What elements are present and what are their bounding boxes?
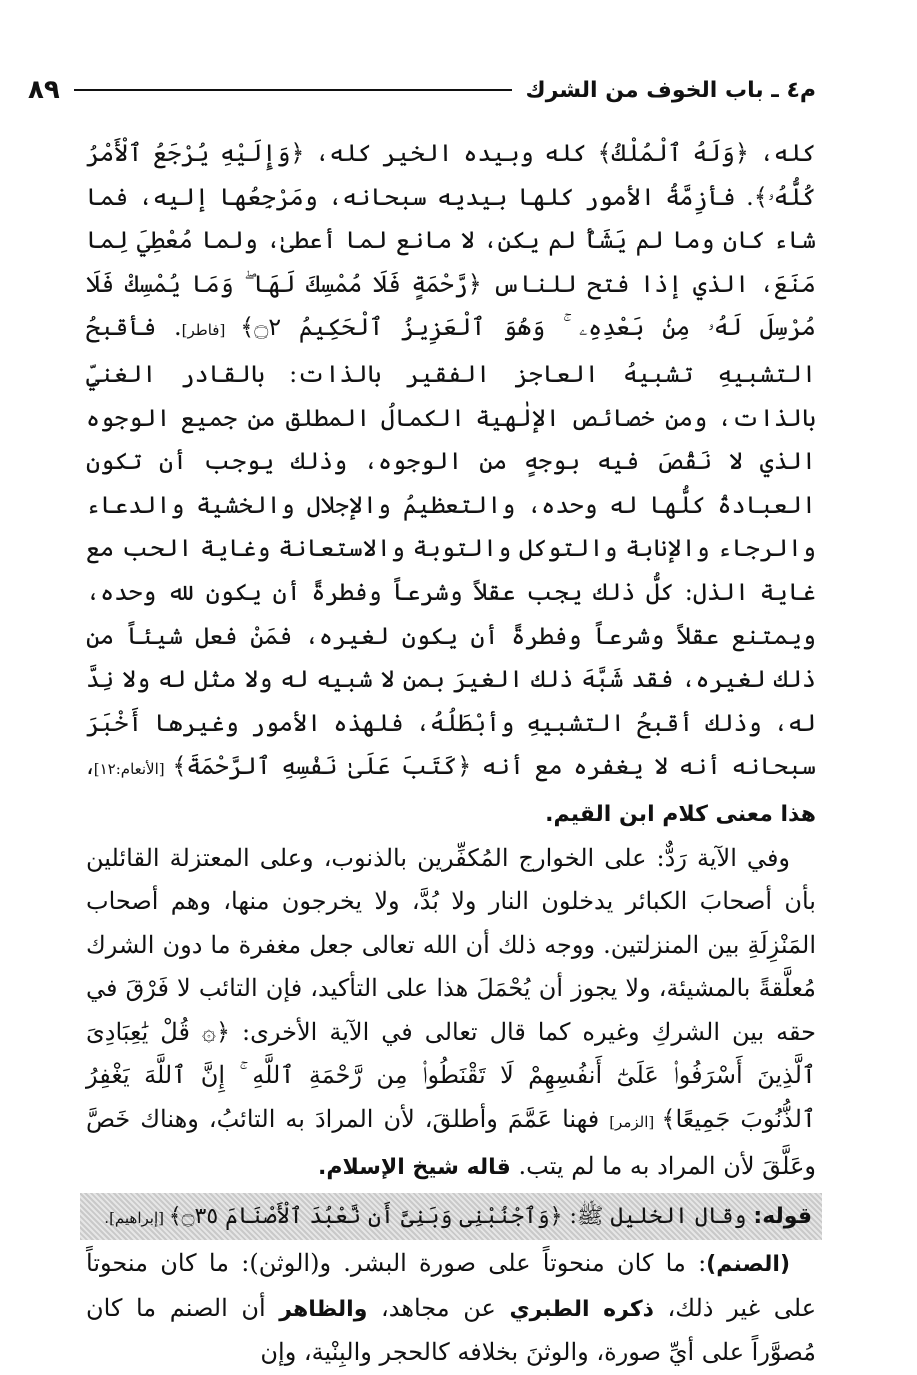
text: أن الصنم ما كان مُصوَّراً على أيِّ صورة، والوثنَ بخلافه كالحجر والبِنْية، وإن [86, 1293, 816, 1367]
quote-label: قوله: [753, 1204, 812, 1230]
paragraph-2 [86, 837, 816, 1190]
header-rule [74, 89, 512, 91]
quran-verse: ﴿كَتَبَ عَلَىٰ نَفْسِهِ ٱلرَّحْمَةَ﴾ [172, 752, 472, 781]
verse-reference: [الزمر] [609, 1113, 662, 1132]
text: كله وبيده الخير كله، [304, 139, 598, 167]
text: : ما كان منحوتاً على صورة البشر. و(الوثن): ما كان منحوتاً على غير ذلك، [86, 1249, 817, 1322]
attribution: قاله شيخ الإسلام. [318, 1154, 511, 1180]
quran-verse: ﴿رَّحْمَةٍ فَلَا مُمْسِكَ لَهَا ۖ وَمَا يُمْسِكْ فَلَا مُرْسِلَ لَهُۥ مِنۢ بَعْدِهِۦ ۚ وَهُوَ ٱلْعَزِيزُ ٱلْحَكِيمُ ۝٢﴾ [86, 269, 816, 342]
text: عن مجاهد، [367, 1293, 510, 1322]
text: وفي الآية رَدٌّ: على الخوارج المُكفِّرين بالذنوب، وعلى المعتزلة القائلين بأن أصحابَ الكبائر يدخلون النار ولا بُدَّ، ولا يخرجون منها، وهم أصحاب المَنْزِلَةِ بين المنزلتين. ووجه ذلك أن الله تعالى جعل مغفرة ما دون الشرك مُعلَّقةً بالمشيئة، ولا يجوز أن يُحْمَلَ هذا على التأكيد، فإن التائب لا فَرْقَ في حقه بين الشركِ وغيره كما قال تعالى في الآية الأخرى: [86, 843, 816, 1046]
quote-text: وقال الخليل ﷺ: [562, 1204, 754, 1230]
source: ذكره الطبري [509, 1296, 654, 1322]
page-number: ٨٩ [28, 75, 60, 105]
quran-verse: ﴿وَٱجْنُبْنِى وَبَنِىَّ أَن نَّعْبُدَ ٱلْأَصْنَامَ ۝٣٥﴾ [168, 1204, 563, 1230]
quran-verse: ﴿وَإِلَيْهِ يُرْجَعُ ٱلْأَمْرُ كُلُّهُۥ﴾ [86, 139, 816, 211]
page-header [28, 70, 816, 110]
paragraph-3 [86, 1242, 816, 1375]
text: كله، [748, 139, 816, 167]
text: ، [86, 752, 94, 781]
text: . فأقبحُ التشبيهِ تشبيهُ العاجز الفقير بالذات: بالقادر الغنيِّ بالذات، ومن خصائص الإلٰهية الكمالُ المطلق من جميع الوجوه الذي لا نَقْصَ فيه بوجهٍ من الوجوه، وذلك يوجب أن تكون العبادةُ كلُّها له وحده، والتعظيمُ والإجلال والخشية والدعاء والرجاء والإنابة والتوكل والتوبة والاستعانة وغاية الحب مع غاية الذل: كلُّ ذلك يجب عقلاً وشرعاً وفطرةً أن يكون لله وحده، ويمتنع عقلاً وشرعاً وفطرةً أن يكون لغيره، فمَنْ فعل شيئاً من ذلك لغيره، فقد شَبَّهَ ذلك الغيرَ بمن لا شبيه له ولا مثل له ولا نِدَّ له، وذلك أقبحُ التشبيهِ وأبْطَلُهُ، فلهذه الأمور وغيرها أَخْبَرَ سبحانه أنه لا يغفره مع أنه [86, 313, 816, 781]
text: فهنا عَمَّمَ وأطلقَ، لأن المرادَ به التائبُ، وهناك خَصَّ وعَلَّقَ لأن المراد به ما لم يتب. [86, 1105, 816, 1180]
verse-reference: [إبراهيم]. [104, 1209, 169, 1228]
paragraph-1 [86, 132, 816, 837]
page-body [86, 132, 816, 1375]
chapter-title: م٤ ـ باب الخوف من الشرك [525, 77, 816, 103]
verse-reference: [الأنعام:١٢] [93, 760, 173, 779]
quran-verse: ﴿وَلَهُ ٱلْمُلْكُ﴾ [597, 139, 749, 167]
term: (الصنم) [706, 1252, 790, 1278]
attribution: هذا معنى كلام ابن القيم. [545, 801, 816, 827]
quran-verse: ﴿۞ قُلْ يَٰعِبَادِىَ ٱلَّذِينَ أَسْرَفُوا۟ عَلَىٰٓ أَنفُسِهِمْ لَا تَقْنَطُوا۟ مِن رَّحْمَةِ ٱللَّهِ ۚ إِنَّ ٱللَّهَ يَغْفِرُ ٱلذُّنُوبَ جَمِيعًا﴾ [86, 1017, 816, 1134]
quoted-text-band [80, 1193, 822, 1240]
text: . فأزِمَّةُ الأمور كلها بيديه سبحانه، ومَرْجِعُها إليه، فما شاء كان وما لم يَشَأْ لم يكن، لا مانع لما أعطىٰ، ولما مُعْطِيَ لِما مَنَعَ، الذي إذا فتح للناس [86, 182, 816, 298]
verse-reference: [فاطر] [181, 321, 241, 340]
emphasis: والظاهر [279, 1296, 368, 1322]
